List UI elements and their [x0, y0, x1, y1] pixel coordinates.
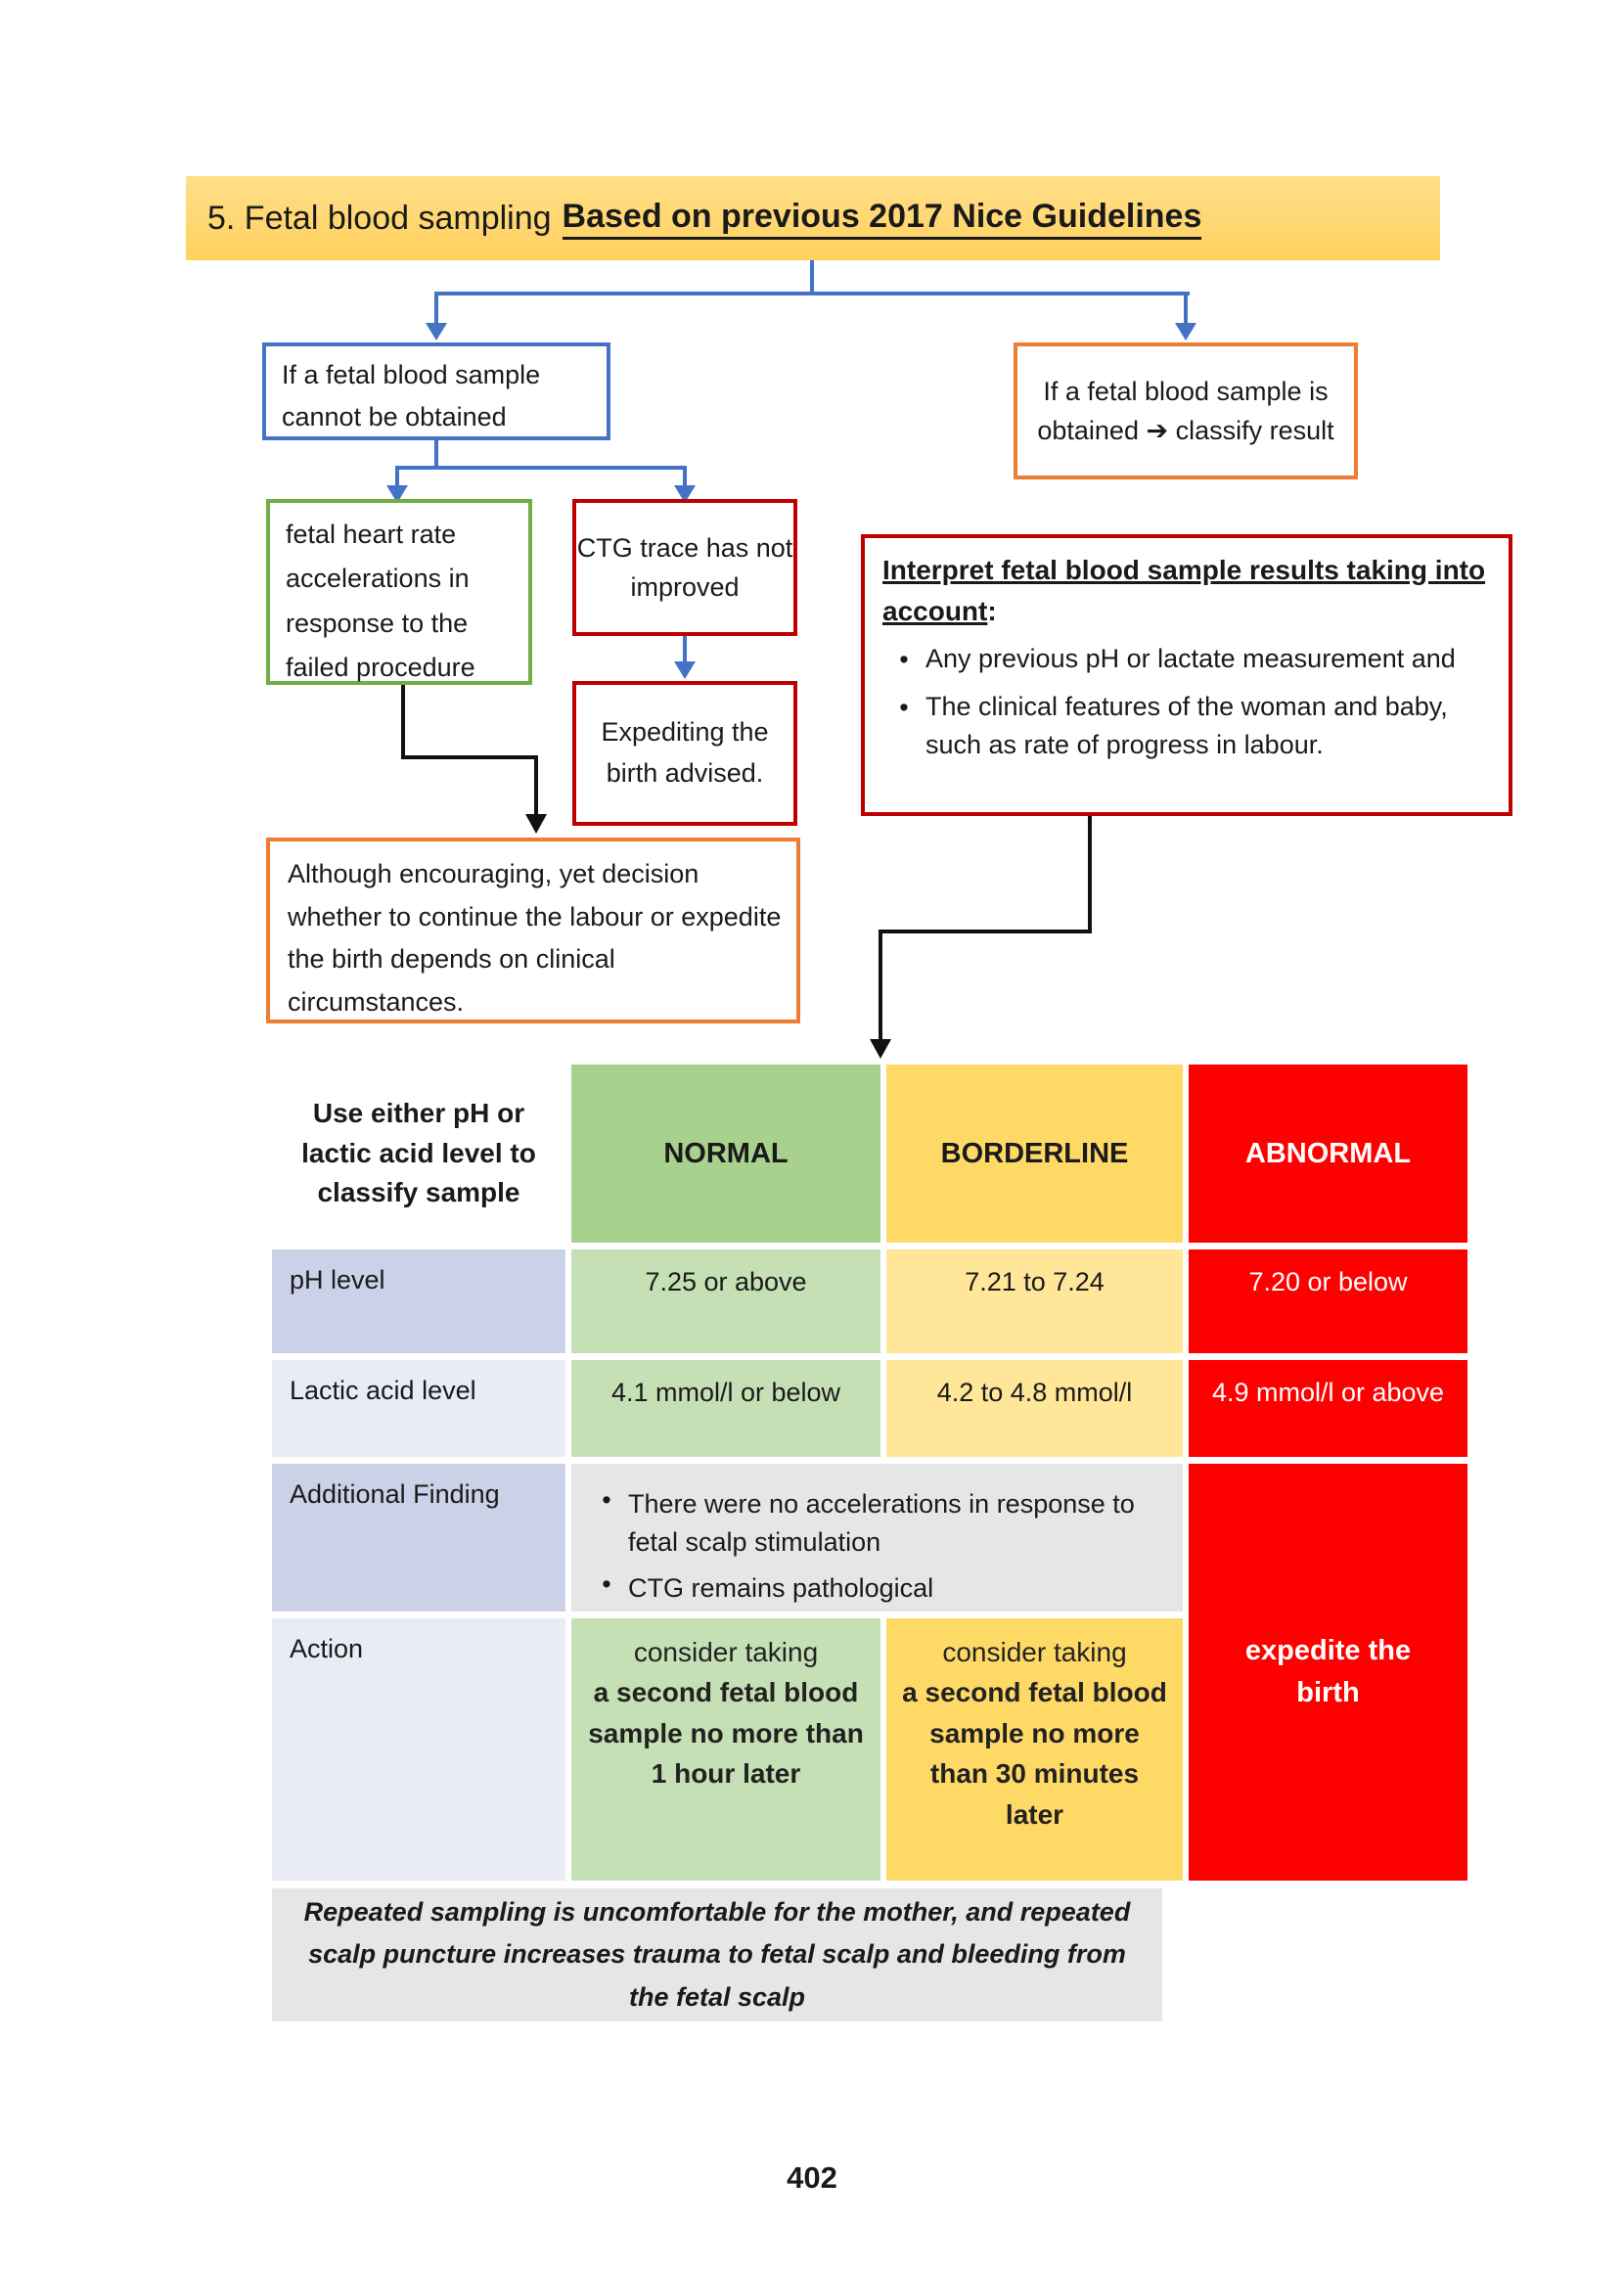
table-header-abnormal: ABNORMAL	[1189, 1065, 1467, 1243]
arrowhead-expedite-icon	[674, 661, 696, 679]
lactic-normal-value: 4.1 mmol/l or below	[571, 1360, 880, 1457]
box-sample-cannot-be-obtained: If a fetal blood sample cannot be obtained	[262, 342, 610, 440]
action-normal-cell: consider taking a second fetal blood sample no more than 1 hour later	[571, 1618, 880, 1881]
box-ctg-not-improved: CTG trace has not improved	[572, 499, 797, 636]
action-borderline-cell: consider taking a second fetal blood sample no more than 30 minutes later	[886, 1618, 1183, 1881]
interpret-heading: Interpret fetal blood sample results taking into account:	[882, 555, 1486, 626]
arrowhead-table-icon	[870, 1039, 891, 1059]
additional-bullet-2: • CTG remains pathological	[585, 1569, 1157, 1608]
connector-fhr-down2	[534, 755, 538, 816]
box-fhr-accelerations: fetal heart rate accelerations in response to the failed procedure	[266, 499, 532, 685]
ph-abnormal-value: 7.20 or below	[1189, 1249, 1467, 1353]
connector-fhr-drop	[395, 466, 399, 487]
arrowhead-left-branch-icon	[426, 323, 447, 340]
bullet-icon: •	[602, 1485, 611, 1515]
title-prefix: 5. Fetal blood sampling	[207, 199, 552, 237]
connector-ctg-drop	[683, 466, 687, 487]
ph-normal-value: 7.25 or above	[571, 1249, 880, 1353]
bullet-icon: •	[602, 1569, 611, 1600]
bullet-icon: •	[899, 692, 909, 722]
lactic-abnormal-value: 4.9 mmol/l or above	[1189, 1360, 1467, 1457]
table-corner-label: Use either pH or lactic acid level to classify sample	[272, 1065, 565, 1243]
connector-ctg-expedite	[683, 636, 687, 663]
row-label-lactic: Lactic acid level	[272, 1360, 565, 1457]
row-label-ph: pH level	[272, 1249, 565, 1353]
box-although-encouraging: Although encouraging, yet decision whether to continue the labour or expedite the birth depends on clinical circumstances.	[266, 838, 800, 1023]
arrowhead-although-icon	[525, 814, 547, 834]
connector-cannot-split	[395, 466, 687, 470]
connector-left-drop	[434, 292, 438, 325]
connector-fhr-across	[401, 755, 538, 759]
box-interpret-results	[861, 534, 1512, 816]
arrowhead-right-branch-icon	[1175, 323, 1196, 340]
title-banner	[186, 176, 1440, 260]
row-label-additional-finding: Additional Finding	[272, 1464, 565, 1612]
connector-interpret-down	[1088, 816, 1092, 933]
box-expediting-birth-advised: Expediting the birth advised.	[572, 681, 797, 826]
interpret-bullet-2: • The clinical features of the woman and baby, such as rate of progress in labour.	[882, 688, 1493, 764]
table-header-normal: NORMAL	[571, 1065, 880, 1243]
connector-right-drop	[1184, 292, 1188, 325]
title-emphasis: Based on previous 2017 Nice Guidelines	[563, 198, 1202, 240]
repeated-sampling-note: Repeated sampling is uncomfortable for the mother, and repeated scalp puncture increases trauma to fetal scalp and bleeding from the fetal scalp	[272, 1888, 1162, 2021]
connector-interpret-across	[879, 930, 1092, 933]
interpret-bullet-1: • Any previous pH or lactate measurement and	[882, 640, 1493, 680]
connector-cannot-stem	[434, 440, 438, 468]
abnormal-action-cell: expedite the birth	[1189, 1464, 1467, 1881]
lactic-borderline-value: 4.2 to 4.8 mmol/l	[886, 1360, 1183, 1457]
row-label-action: Action	[272, 1618, 565, 1881]
table-header-borderline: BORDERLINE	[886, 1065, 1183, 1243]
box-sample-obtained-classify: If a fetal blood sample is obtained ➔ classify result	[1014, 342, 1358, 479]
connector-title-stem	[810, 260, 814, 295]
additional-finding-cell	[571, 1464, 1183, 1612]
classification-table	[272, 1065, 1467, 1881]
additional-bullet-1: • There were no accelerations in response to fetal scalp stimulation	[585, 1485, 1157, 1562]
connector-interpret-down2	[879, 930, 882, 1041]
bullet-icon: •	[899, 645, 909, 674]
connector-fhr-down	[401, 685, 405, 759]
connector-title-split	[434, 292, 1190, 295]
page-number: 402	[787, 2160, 837, 2195]
ph-borderline-value: 7.21 to 7.24	[886, 1249, 1183, 1353]
